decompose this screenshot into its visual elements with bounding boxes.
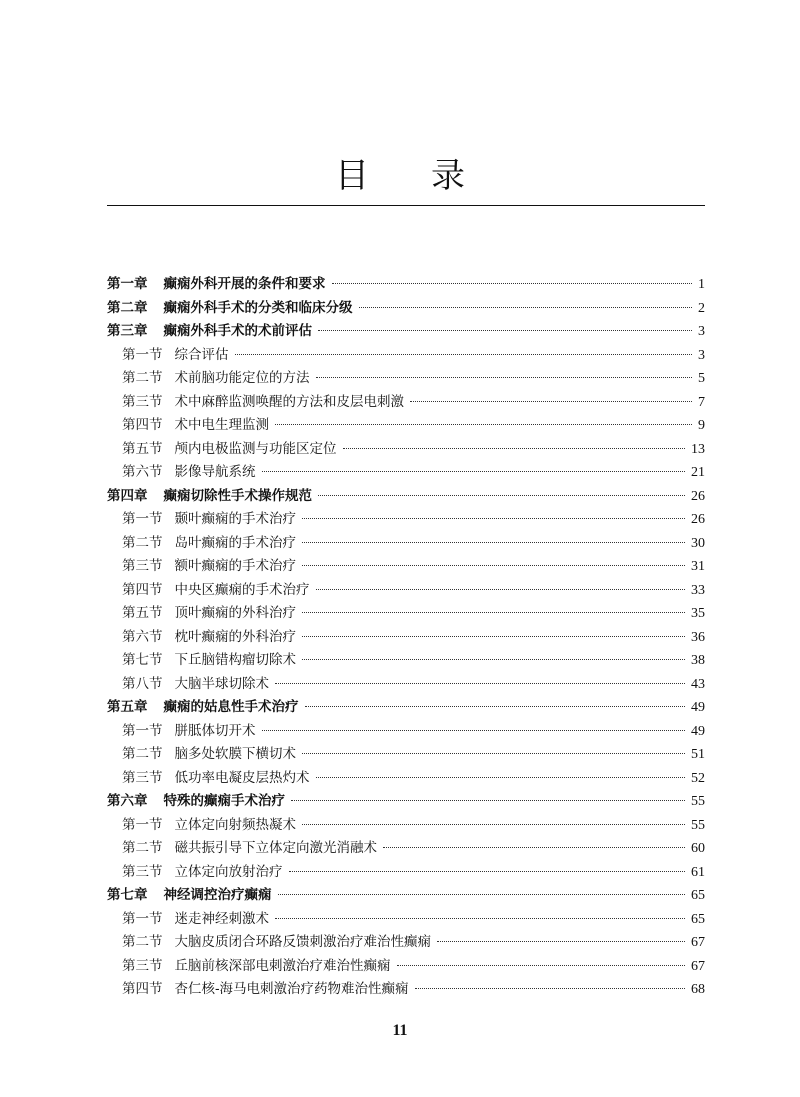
toc-entry-page: 3 [698,324,705,339]
toc-entry-title: 术中电生理监测 [174,417,269,433]
toc-entry-title: 综合评估 [174,346,229,363]
toc-section-entry[interactable] [107,366,705,390]
toc-entry-label: 第七节 [122,652,163,668]
toc-section-entry[interactable] [107,977,705,1001]
dot-leader [318,495,685,496]
toc-entry-page: 13 [691,441,705,457]
toc-entry-title: 杏仁核-海马电刺激治疗药物难治性癫痫 [174,981,409,997]
toc-section-entry[interactable] [107,507,705,531]
toc-chapter-entry[interactable] [107,319,705,343]
toc-section-entry[interactable] [107,719,705,743]
toc-entry-page: 43 [691,676,705,692]
dot-leader [415,988,685,989]
dot-leader [302,565,685,566]
dot-leader [316,777,686,778]
table-of-contents [107,272,705,1001]
toc-entry-title: 神经调控治疗癫痫 [163,887,272,903]
dot-leader [275,683,685,684]
toc-entry-label: 第三章 [107,323,148,339]
toc-section-entry[interactable] [107,954,705,978]
toc-entry-label: 第一章 [107,276,148,292]
dot-leader [318,330,692,331]
toc-entry-label: 第六章 [107,793,148,809]
toc-entry-page: 65 [691,888,705,903]
toc-entry-label: 第八节 [122,675,163,692]
toc-entry-page: 61 [691,864,705,880]
toc-entry-page: 55 [691,817,705,833]
toc-entry-page: 30 [691,535,705,551]
dot-leader [343,448,686,449]
toc-entry-label: 第二节 [122,934,163,950]
dot-leader [289,871,686,872]
title-divider [107,205,705,206]
dot-leader [305,706,686,707]
toc-entry-page: 36 [691,629,705,645]
dot-leader [302,542,685,543]
dot-leader [302,824,685,825]
toc-entry-label: 第二节 [122,840,163,856]
toc-entry-page: 1 [698,277,705,292]
dot-leader [332,283,693,284]
toc-entry-title: 术中麻醉监测唤醒的方法和皮层电刺激 [174,393,404,410]
dot-leader [275,918,685,919]
toc-section-entry[interactable] [107,343,705,367]
toc-entry-page: 49 [691,700,705,715]
dot-leader [302,636,685,637]
toc-section-entry[interactable] [107,766,705,790]
dot-leader [302,518,685,519]
toc-chapter-entry[interactable] [107,883,705,907]
toc-section-entry[interactable] [107,648,705,672]
toc-entry-title: 癫痫切除性手术操作规范 [163,487,312,504]
toc-entry-title: 大脑半球切除术 [174,675,269,692]
toc-entry-title: 影像导航系统 [174,464,256,480]
toc-entry-page: 26 [691,512,705,527]
toc-entry-page: 67 [691,958,705,974]
toc-entry-page: 65 [691,911,705,927]
dot-leader [291,800,685,801]
dot-leader [275,424,692,425]
toc-entry-label: 第二章 [107,299,148,316]
toc-entry-page: 9 [698,418,705,433]
dot-leader [410,401,692,402]
toc-entry-label: 第二节 [122,746,163,762]
toc-entry-title: 丘脑前核深部电刺激治疗难治性癫痫 [174,957,391,974]
toc-section-entry[interactable] [107,413,705,437]
toc-entry-title: 癫痫外科手术的术前评估 [163,323,312,339]
toc-section-entry[interactable] [107,460,705,484]
toc-chapter-entry[interactable] [107,695,705,719]
toc-entry-title: 癫痫的姑息性手术治疗 [163,699,299,715]
toc-section-entry[interactable] [107,907,705,931]
toc-entry-label: 第三节 [122,558,163,574]
toc-entry-title: 术前脑功能定位的方法 [174,370,310,386]
dot-leader [302,659,685,660]
dot-leader [359,307,693,308]
toc-entry-page: 55 [691,794,705,809]
toc-entry-label: 第五节 [122,605,163,621]
toc-entry-label: 第一节 [122,722,163,739]
toc-entry-title: 癫痫外科手术的分类和临床分级 [163,299,353,316]
toc-chapter-entry[interactable] [107,272,705,296]
toc-chapter-entry[interactable] [107,296,705,320]
toc-entry-title: 立体定向射频热凝术 [174,816,296,833]
toc-section-entry[interactable] [107,813,705,837]
toc-section-entry[interactable] [107,672,705,696]
toc-entry-title: 胼胝体切开术 [174,722,256,739]
toc-entry-title: 颞叶癫痫的手术治疗 [174,511,296,527]
dot-leader [316,589,686,590]
toc-entry-label: 第一节 [122,816,163,833]
toc-entry-title: 颅内电极监测与功能区定位 [174,440,337,457]
toc-entry-page: 7 [698,394,705,410]
dot-leader [316,377,693,378]
dot-leader [302,753,685,754]
toc-entry-title: 中央区癫痫的手术治疗 [174,581,310,598]
toc-section-entry[interactable] [107,625,705,649]
page-title: 目录 [335,156,527,196]
toc-entry-title: 额叶癫痫的手术治疗 [174,558,296,574]
dot-leader [397,965,686,966]
toc-entry-label: 第二节 [122,534,163,551]
toc-entry-label: 第四节 [122,417,163,433]
toc-entry-page: 2 [698,300,705,316]
toc-entry-page: 33 [691,582,705,598]
toc-entry-label: 第四节 [122,581,163,598]
toc-entry-page: 3 [698,347,705,363]
toc-section-entry[interactable] [107,601,705,625]
dot-leader [262,730,686,731]
toc-entry-title: 立体定向放射治疗 [174,863,283,880]
toc-entry-page: 67 [691,935,705,950]
toc-entry-page: 52 [691,770,705,786]
toc-section-entry[interactable] [107,531,705,555]
toc-section-entry[interactable] [107,930,705,954]
toc-entry-label: 第六节 [122,464,163,480]
toc-section-entry[interactable] [107,437,705,461]
toc-entry-label: 第五节 [122,440,163,457]
toc-entry-title: 顶叶癫痫的外科治疗 [174,605,296,621]
toc-section-entry[interactable] [107,390,705,414]
toc-section-entry[interactable] [107,578,705,602]
toc-entry-label: 第二节 [122,370,163,386]
toc-entry-title: 下丘脑错构瘤切除术 [174,652,296,668]
toc-entry-page: 38 [691,653,705,668]
toc-entry-label: 第一节 [122,511,163,527]
toc-entry-label: 第七章 [107,887,148,903]
toc-entry-page: 51 [691,747,705,762]
toc-entry-page: 68 [691,982,705,997]
toc-entry-title: 脑多处软膜下横切术 [174,746,296,762]
dot-leader [302,612,685,613]
toc-entry-title: 岛叶癫痫的手术治疗 [174,534,296,551]
toc-section-entry[interactable] [107,836,705,860]
page-number: 11 [392,1022,408,1039]
toc-entry-label: 第三节 [122,957,163,974]
toc-entry-label: 第三节 [122,769,163,786]
toc-entry-page: 35 [691,606,705,621]
toc-entry-label: 第六节 [122,628,163,645]
toc-entry-page: 21 [691,465,705,480]
toc-entry-page: 31 [691,559,705,574]
toc-entry-label: 第四章 [107,487,148,504]
toc-chapter-entry[interactable] [107,789,705,813]
toc-entry-page: 49 [691,723,705,739]
toc-entry-title: 低功率电凝皮层热灼术 [174,769,310,786]
toc-entry-title: 大脑皮质闭合环路反馈刺激治疗难治性癫痫 [174,934,431,950]
toc-entry-label: 第四节 [122,981,163,997]
toc-entry-title: 特殊的癫痫手术治疗 [163,793,285,809]
toc-section-entry[interactable] [107,742,705,766]
toc-entry-page: 5 [698,371,705,386]
toc-entry-page: 60 [691,841,705,856]
toc-entry-label: 第三节 [122,863,163,880]
toc-entry-title: 枕叶癫痫的外科治疗 [174,628,296,645]
dot-leader [437,941,685,942]
toc-entry-label: 第五章 [107,699,148,715]
toc-entry-label: 第一节 [122,346,163,363]
dot-leader [383,847,685,848]
toc-entry-title: 迷走神经刺激术 [174,910,269,927]
toc-entry-label: 第三节 [122,393,163,410]
toc-entry-label: 第一节 [122,910,163,927]
toc-entry-title: 磁共振引导下立体定向激光消融术 [174,840,377,856]
dot-leader [235,354,693,355]
dot-leader [262,471,686,472]
toc-section-entry[interactable] [107,554,705,578]
dot-leader [278,894,686,895]
toc-section-entry[interactable] [107,860,705,884]
toc-chapter-entry[interactable] [107,484,705,508]
toc-entry-title: 癫痫外科开展的条件和要求 [163,276,326,292]
toc-entry-page: 26 [691,488,705,504]
